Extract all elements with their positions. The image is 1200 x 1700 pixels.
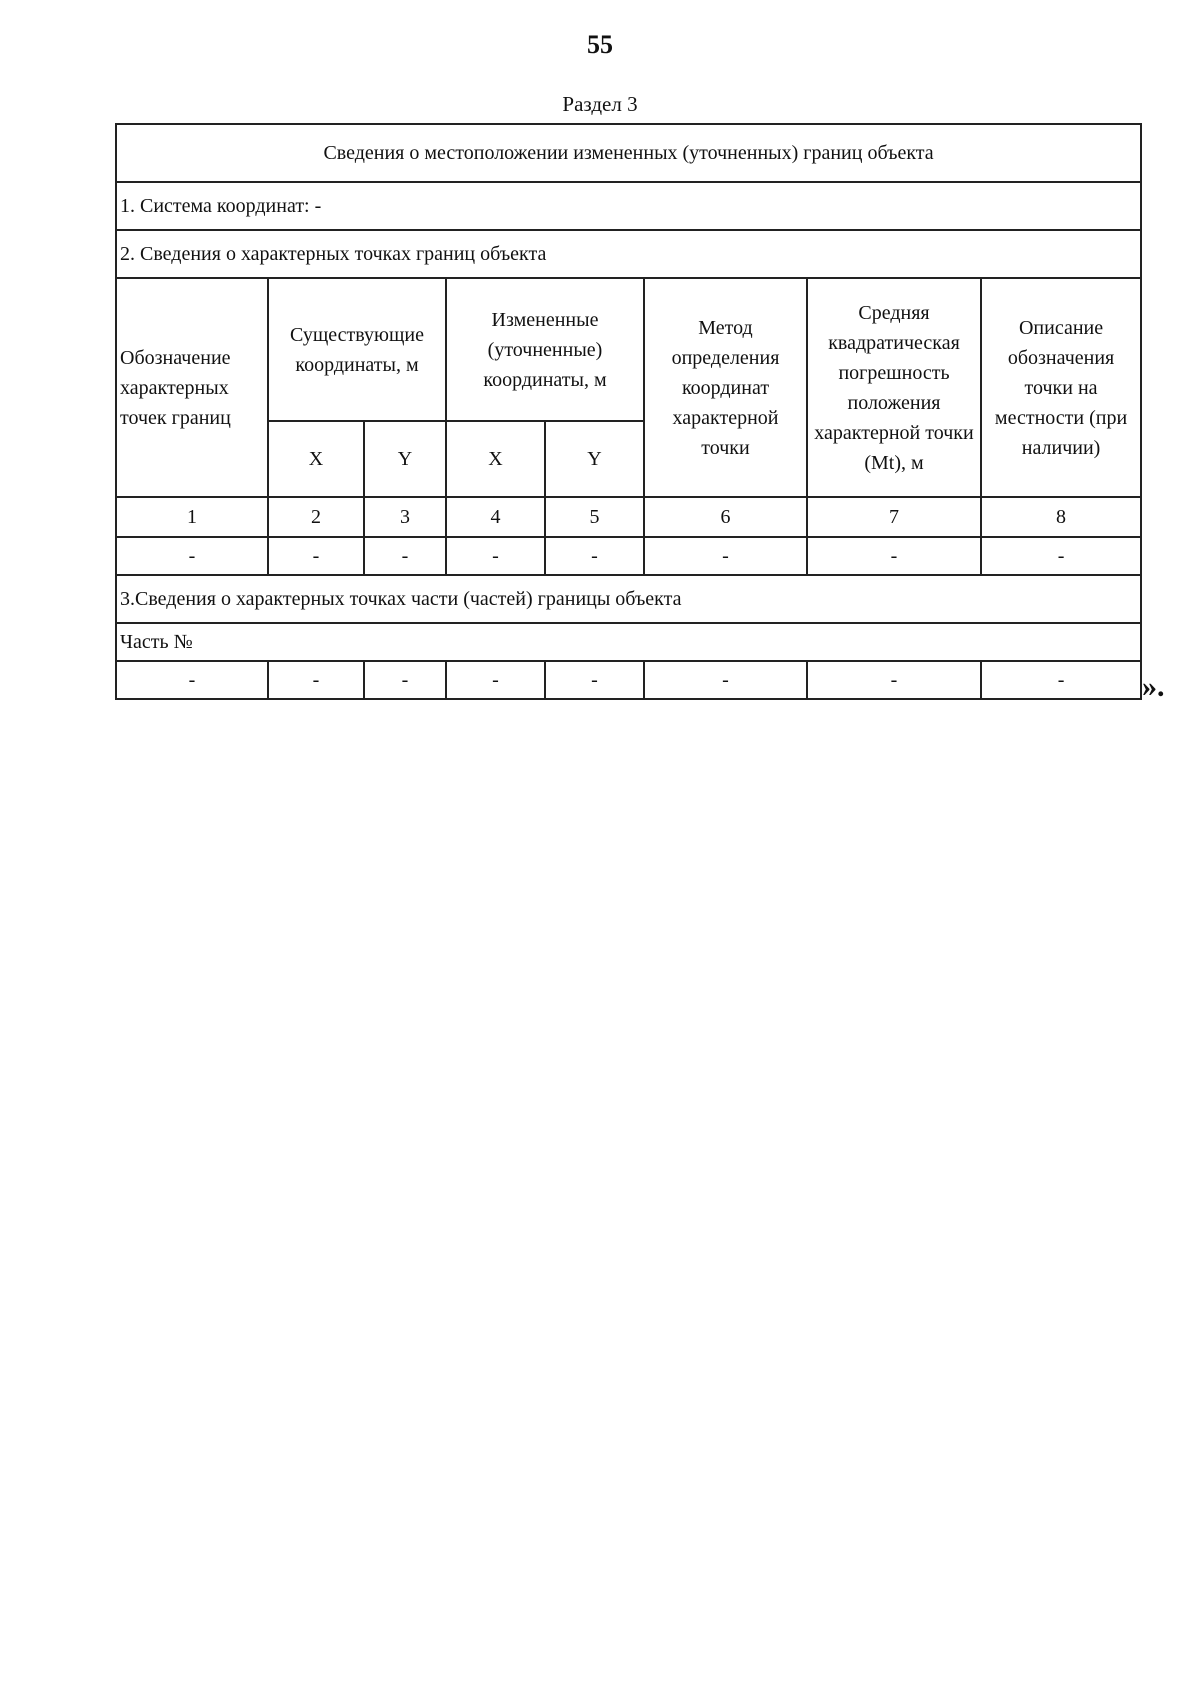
section-label: Раздел 3	[562, 92, 638, 116]
column-number: 7	[807, 497, 981, 537]
column-number: 6	[644, 497, 807, 537]
header-method: Метод определения координат характерной точки	[644, 278, 807, 497]
column-number: 5	[545, 497, 644, 537]
table-cell: -	[364, 661, 446, 699]
table-title: Сведения о местоположении измененных (уточненных) границ объекта	[116, 124, 1141, 182]
page-number: 55	[587, 30, 613, 59]
table-cell: -	[644, 537, 807, 575]
table-title-row	[116, 124, 1141, 182]
header-description: Описание обозначения точки на местности (при наличии)	[981, 278, 1141, 497]
coordinate-system-row	[116, 182, 1141, 230]
boundary-points-heading: 2. Сведения о характерных точках границ объекта	[116, 230, 1141, 278]
boundary-points-data-row	[116, 537, 1141, 575]
header-existing-y: Y	[364, 421, 446, 497]
header-changed-x: X	[446, 421, 545, 497]
header-existing-x: X	[268, 421, 364, 497]
header-changed-y: Y	[545, 421, 644, 497]
parts-data-row	[116, 661, 1141, 699]
table-cell: -	[981, 537, 1141, 575]
table-cell: -	[981, 661, 1141, 699]
header-existing-coords: Существующие координаты, м	[268, 278, 446, 421]
table-cell: -	[545, 537, 644, 575]
table-cell: -	[446, 661, 545, 699]
table-cell: -	[116, 661, 268, 699]
table-cell: -	[364, 537, 446, 575]
part-number-label: Часть №	[116, 623, 1141, 661]
table-cell: -	[807, 661, 981, 699]
parts-heading: 3.Сведения о характерных точках части (частей) границы объекта	[116, 575, 1141, 623]
column-number: 4	[446, 497, 545, 537]
table-cell: -	[807, 537, 981, 575]
header-mean-error: Средняя квадратическая погрешность положения характерной точки (Mt), м	[807, 278, 981, 497]
column-number: 1	[116, 497, 268, 537]
closing-quote: ».	[1142, 670, 1165, 703]
column-number: 3	[364, 497, 446, 537]
header-designation: Обозначение характерных точек границ	[116, 278, 268, 497]
table-cell: -	[644, 661, 807, 699]
header-changed-coords: Измененные (уточненные) координаты, м	[446, 278, 644, 421]
part-number-row	[116, 623, 1141, 661]
column-numbers-row	[116, 497, 1141, 537]
column-number: 2	[268, 497, 364, 537]
boundary-points-heading-row	[116, 230, 1141, 278]
table-cell: -	[446, 537, 545, 575]
table-cell: -	[268, 661, 364, 699]
coordinate-system: 1. Система координат: -	[116, 182, 1141, 230]
boundary-table	[115, 123, 1142, 700]
table-header-row	[116, 278, 1141, 421]
table-cell: -	[268, 537, 364, 575]
table-cell: -	[545, 661, 644, 699]
table-cell: -	[116, 537, 268, 575]
parts-heading-row	[116, 575, 1141, 623]
column-number: 8	[981, 497, 1141, 537]
